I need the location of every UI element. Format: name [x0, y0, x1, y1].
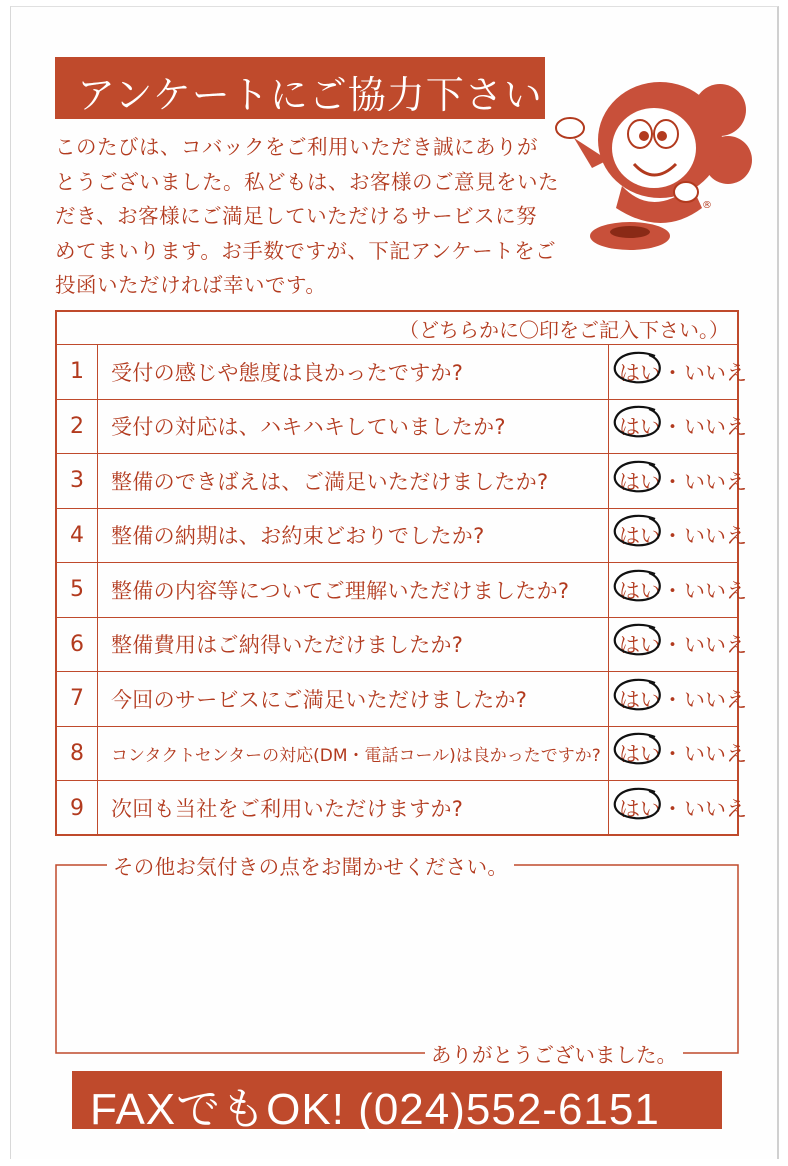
question-number: 7	[57, 672, 98, 726]
yes-option[interactable]	[619, 629, 661, 659]
no-option[interactable]: いいえ	[684, 360, 747, 385]
question-text: 今回のサービスにご満足いただけましたか?	[111, 687, 528, 712]
option-separator: ・	[662, 742, 683, 767]
question-number: 5	[57, 563, 98, 617]
registered-mark: ®	[702, 200, 712, 211]
option-separator: ・	[662, 360, 683, 385]
answer-options	[608, 727, 747, 781]
yes-label: はい	[619, 469, 661, 494]
hand-drawn-circle-mark	[611, 404, 665, 440]
mascot-character-icon	[552, 68, 752, 258]
question-text: 整備費用はご納得いただけましたか?	[111, 633, 464, 658]
question-row	[57, 509, 747, 564]
answer-options	[608, 672, 747, 726]
question-row	[57, 400, 747, 455]
question-text: 受付の感じや態度は良かったですか?	[111, 360, 464, 385]
question-text: 受付の対応は、ハキハキしていましたか?	[111, 415, 506, 440]
title-banner	[55, 57, 545, 119]
option-separator: ・	[662, 469, 683, 494]
yes-label: はい	[619, 524, 661, 549]
answer-options	[608, 400, 747, 454]
comment-label: その他お気付きの点をお聞かせください。	[107, 850, 514, 880]
yes-option[interactable]	[619, 357, 661, 387]
no-option[interactable]: いいえ	[684, 797, 747, 822]
yes-label: はい	[619, 360, 661, 385]
yes-option[interactable]	[619, 411, 661, 441]
yes-option[interactable]	[619, 575, 661, 605]
option-separator: ・	[662, 797, 683, 822]
question-text: 整備の納期は、お約束どおりでしたか?	[111, 524, 485, 549]
hand-drawn-circle-mark	[611, 350, 665, 386]
no-option[interactable]: いいえ	[684, 633, 747, 658]
yes-option[interactable]	[619, 466, 661, 496]
question-row	[57, 618, 747, 673]
hand-drawn-circle-mark	[611, 513, 665, 549]
comment-section	[55, 855, 739, 1067]
intro-line: このたびは、コバックをご利用いただき誠にありが	[55, 135, 538, 159]
answer-options	[608, 454, 747, 508]
option-separator: ・	[662, 415, 683, 440]
no-option[interactable]: いいえ	[684, 415, 747, 440]
question-number: 9	[57, 781, 98, 836]
yes-option[interactable]	[619, 684, 661, 714]
hand-drawn-circle-mark	[611, 568, 665, 604]
yes-label: はい	[619, 687, 661, 712]
question-row	[57, 781, 747, 836]
hand-drawn-circle-mark	[611, 622, 665, 658]
answer-options	[608, 345, 747, 399]
thanks-text: ありがとうございました。	[425, 1038, 683, 1068]
question-row	[57, 563, 747, 618]
intro-line: めてまいります。お手数ですが、下記アンケートをご	[55, 238, 557, 263]
question-number: 3	[57, 454, 98, 508]
question-text: 次回も当社をご利用いただけますか?	[111, 797, 464, 822]
hand-drawn-circle-mark	[611, 459, 665, 495]
survey-header	[57, 312, 737, 345]
yes-label: はい	[619, 415, 661, 440]
yes-label: はい	[619, 742, 661, 767]
question-number: 1	[57, 345, 98, 399]
question-number: 4	[57, 509, 98, 563]
no-option[interactable]: いいえ	[684, 469, 747, 494]
answer-options	[608, 618, 747, 672]
question-number: 2	[57, 400, 98, 454]
question-row	[57, 454, 747, 509]
question-text: コンタクトセンターの対応(DM・電話コール)は良かったですか?	[111, 745, 601, 766]
answer-options	[608, 509, 747, 563]
yes-option[interactable]	[619, 738, 661, 768]
yes-label: はい	[619, 578, 661, 603]
fax-number: FAXでもOK! (024)552-6151	[90, 1085, 660, 1134]
option-separator: ・	[662, 578, 683, 603]
no-option[interactable]: いいえ	[684, 687, 747, 712]
intro-line: だき、お客様にご満足していただけるサービスに努	[55, 204, 538, 228]
page-title: アンケートにご協力下さい	[77, 73, 543, 117]
no-option[interactable]: いいえ	[684, 742, 747, 767]
hand-drawn-circle-mark	[611, 786, 665, 822]
intro-line: とうございました。私どもは、お客様のご意見をいた	[55, 169, 559, 194]
yes-label: はい	[619, 797, 661, 822]
comment-frame	[55, 864, 739, 1054]
survey-instruction: （どちらかに〇印をご記入下さい。）	[399, 318, 729, 342]
answer-options	[608, 781, 747, 836]
hand-drawn-circle-mark	[611, 731, 665, 767]
option-separator: ・	[662, 524, 683, 549]
option-separator: ・	[662, 633, 683, 658]
survey-table	[55, 310, 747, 836]
intro-line: 投函いただければ幸いです。	[55, 273, 327, 297]
yes-option[interactable]	[619, 520, 661, 550]
question-number: 8	[57, 727, 98, 781]
question-text: 整備のできばえは、ご満足いただけましたか?	[111, 469, 549, 494]
question-row	[57, 345, 747, 400]
yes-label: はい	[619, 633, 661, 658]
question-number: 6	[57, 618, 98, 672]
question-rows	[57, 345, 747, 836]
question-text: 整備の内容等についてご理解いただけましたか?	[111, 578, 570, 603]
option-separator: ・	[662, 687, 683, 712]
yes-option[interactable]	[619, 793, 661, 823]
answer-options	[608, 563, 747, 617]
question-row	[57, 672, 747, 727]
fax-banner	[72, 1071, 722, 1134]
hand-drawn-circle-mark	[611, 677, 665, 713]
no-option[interactable]: いいえ	[684, 524, 747, 549]
intro-text	[55, 130, 560, 303]
question-row	[57, 727, 747, 782]
no-option[interactable]: いいえ	[684, 578, 747, 603]
